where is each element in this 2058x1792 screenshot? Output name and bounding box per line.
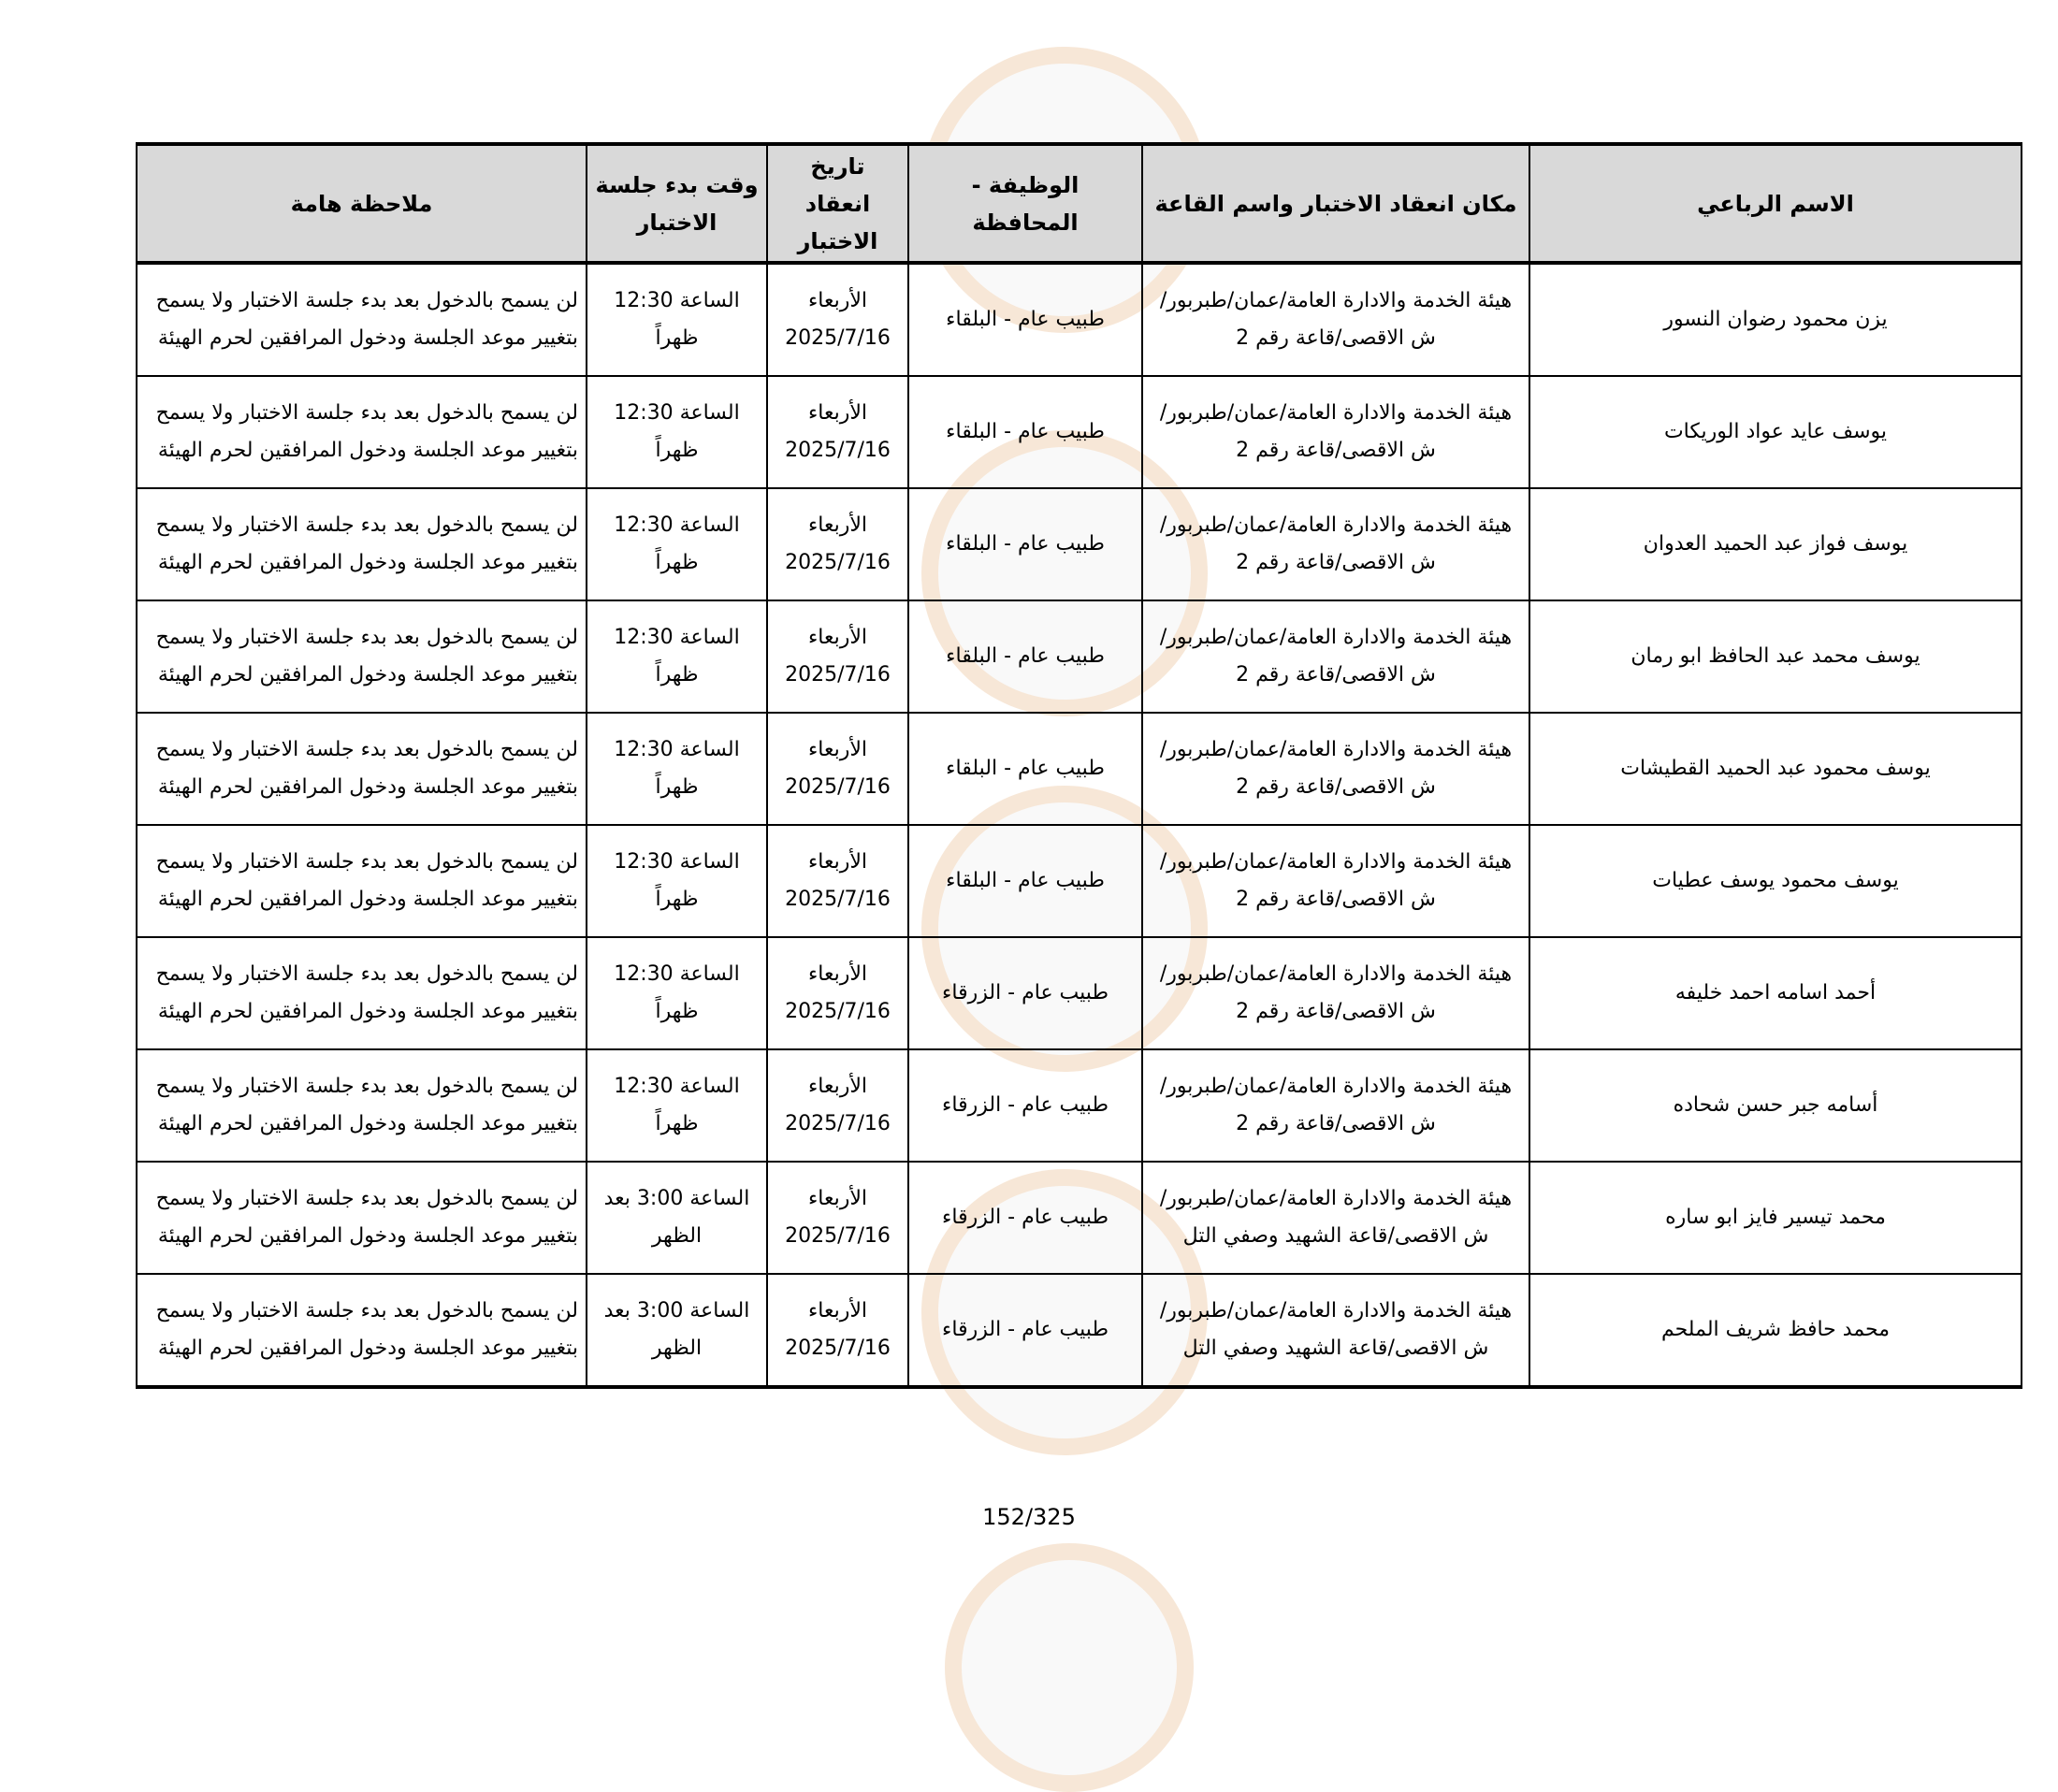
cell-time: الساعة 12:30 ظهراً <box>587 937 767 1049</box>
cell-name: يوسف محمود يوسف عطيات <box>1529 825 2022 937</box>
cell-name: يوسف فواز عبد الحميد العدوان <box>1529 488 2022 600</box>
header-date: تاريخ انعقاد الاختبار <box>767 144 908 263</box>
cell-job: طبيب عام - البلقاء <box>908 600 1142 713</box>
header-job: الوظيفة - المحافظة <box>908 144 1142 263</box>
cell-job: طبيب عام - الزرقاء <box>908 1049 1142 1162</box>
cell-place: هيئة الخدمة والادارة العامة/عمان/طبربور/ش الاقصى/قاعة رقم 2 <box>1142 263 1529 376</box>
cell-place: هيئة الخدمة والادارة العامة/عمان/طبربور/ش الاقصى/قاعة رقم 2 <box>1142 937 1529 1049</box>
cell-place: هيئة الخدمة والادارة العامة/عمان/طبربور/ش الاقصى/قاعة رقم 2 <box>1142 488 1529 600</box>
table-row <box>137 488 2022 600</box>
cell-time: الساعة 12:30 ظهراً <box>587 600 767 713</box>
cell-name: محمد تيسير فايز ابو ساره <box>1529 1162 2022 1274</box>
cell-note: لن يسمح بالدخول بعد بدء جلسة الاختبار ولا يسمح بتغيير موعد الجلسة ودخول المرافقين لحرم الهيئة <box>137 825 587 937</box>
header-note: ملاحظة هامة <box>137 144 587 263</box>
cell-date: الأربعاء 2025/7/16 <box>767 937 908 1049</box>
cell-place: هيئة الخدمة والادارة العامة/عمان/طبربور/ش الاقصى/قاعة رقم 2 <box>1142 713 1529 825</box>
table-row <box>137 1274 2022 1387</box>
cell-date: الأربعاء 2025/7/16 <box>767 825 908 937</box>
cell-place: هيئة الخدمة والادارة العامة/عمان/طبربور/ش الاقصى/قاعة رقم 2 <box>1142 600 1529 713</box>
cell-time: الساعة 12:30 ظهراً <box>587 488 767 600</box>
cell-date: الأربعاء 2025/7/16 <box>767 713 908 825</box>
cell-name: محمد حافظ شريف الملحم <box>1529 1274 2022 1387</box>
exam-schedule-table <box>136 142 2022 1389</box>
cell-time: الساعة 12:30 ظهراً <box>587 263 767 376</box>
cell-time: الساعة 12:30 ظهراً <box>587 825 767 937</box>
page-number: 152/325 <box>982 1504 1076 1530</box>
cell-note: لن يسمح بالدخول بعد بدء جلسة الاختبار ولا يسمح بتغيير موعد الجلسة ودخول المرافقين لحرم الهيئة <box>137 937 587 1049</box>
cell-time: الساعة 12:30 ظهراً <box>587 1049 767 1162</box>
cell-date: الأربعاء 2025/7/16 <box>767 488 908 600</box>
table-row <box>137 376 2022 488</box>
cell-time: الساعة 3:00 بعد الظهر <box>587 1274 767 1387</box>
cell-job: طبيب عام - البلقاء <box>908 263 1142 376</box>
table-row <box>137 1049 2022 1162</box>
cell-note: لن يسمح بالدخول بعد بدء جلسة الاختبار ولا يسمح بتغيير موعد الجلسة ودخول المرافقين لحرم الهيئة <box>137 1049 587 1162</box>
cell-time: الساعة 3:00 بعد الظهر <box>587 1162 767 1274</box>
cell-place: هيئة الخدمة والادارة العامة/عمان/طبربور/ش الاقصى/قاعة رقم 2 <box>1142 825 1529 937</box>
table-row <box>137 937 2022 1049</box>
table-row <box>137 713 2022 825</box>
cell-job: طبيب عام - البلقاء <box>908 713 1142 825</box>
cell-place: هيئة الخدمة والادارة العامة/عمان/طبربور/ش الاقصى/قاعة رقم 2 <box>1142 376 1529 488</box>
header-time: وقت بدء جلسة الاختبار <box>587 144 767 263</box>
table-row <box>137 825 2022 937</box>
cell-time: الساعة 12:30 ظهراً <box>587 376 767 488</box>
cell-place: هيئة الخدمة والادارة العامة/عمان/طبربور/ش الاقصى/قاعة الشهيد وصفي التل <box>1142 1162 1529 1274</box>
cell-date: الأربعاء 2025/7/16 <box>767 263 908 376</box>
cell-name: يوسف محمد عبد الحافظ ابو رمان <box>1529 600 2022 713</box>
cell-date: الأربعاء 2025/7/16 <box>767 376 908 488</box>
cell-job: طبيب عام - الزرقاء <box>908 1162 1142 1274</box>
cell-name: أحمد اسامه احمد خليفه <box>1529 937 2022 1049</box>
cell-date: الأربعاء 2025/7/16 <box>767 1049 908 1162</box>
cell-name: يوسف محمود عبد الحميد القطيشات <box>1529 713 2022 825</box>
cell-place: هيئة الخدمة والادارة العامة/عمان/طبربور/ش الاقصى/قاعة الشهيد وصفي التل <box>1142 1274 1529 1387</box>
table-header <box>137 144 2022 263</box>
cell-note: لن يسمح بالدخول بعد بدء جلسة الاختبار ولا يسمح بتغيير موعد الجلسة ودخول المرافقين لحرم الهيئة <box>137 376 587 488</box>
table-row <box>137 1162 2022 1274</box>
cell-job: طبيب عام - الزرقاء <box>908 937 1142 1049</box>
header-name: الاسم الرباعي <box>1529 144 2022 263</box>
cell-time: الساعة 12:30 ظهراً <box>587 713 767 825</box>
cell-job: طبيب عام - البلقاء <box>908 825 1142 937</box>
cell-date: الأربعاء 2025/7/16 <box>767 1274 908 1387</box>
cell-note: لن يسمح بالدخول بعد بدء جلسة الاختبار ولا يسمح بتغيير موعد الجلسة ودخول المرافقين لحرم الهيئة <box>137 488 587 600</box>
cell-job: طبيب عام - البلقاء <box>908 376 1142 488</box>
table-row <box>137 600 2022 713</box>
table-row <box>137 263 2022 376</box>
cell-note: لن يسمح بالدخول بعد بدء جلسة الاختبار ولا يسمح بتغيير موعد الجلسة ودخول المرافقين لحرم الهيئة <box>137 1162 587 1274</box>
cell-note: لن يسمح بالدخول بعد بدء جلسة الاختبار ولا يسمح بتغيير موعد الجلسة ودخول المرافقين لحرم الهيئة <box>137 600 587 713</box>
cell-place: هيئة الخدمة والادارة العامة/عمان/طبربور/ش الاقصى/قاعة رقم 2 <box>1142 1049 1529 1162</box>
cell-name: يزن محمود رضوان النسور <box>1529 263 2022 376</box>
cell-name: يوسف عايد عواد الوريكات <box>1529 376 2022 488</box>
cell-date: الأربعاء 2025/7/16 <box>767 1162 908 1274</box>
cell-name: أسامه جبر حسن شحاده <box>1529 1049 2022 1162</box>
cell-note: لن يسمح بالدخول بعد بدء جلسة الاختبار ولا يسمح بتغيير موعد الجلسة ودخول المرافقين لحرم الهيئة <box>137 1274 587 1387</box>
cell-date: الأربعاء 2025/7/16 <box>767 600 908 713</box>
cell-note: لن يسمح بالدخول بعد بدء جلسة الاختبار ولا يسمح بتغيير موعد الجلسة ودخول المرافقين لحرم الهيئة <box>137 713 587 825</box>
cell-job: طبيب عام - الزرقاء <box>908 1274 1142 1387</box>
cell-job: طبيب عام - البلقاء <box>908 488 1142 600</box>
cell-note: لن يسمح بالدخول بعد بدء جلسة الاختبار ولا يسمح بتغيير موعد الجلسة ودخول المرافقين لحرم الهيئة <box>137 263 587 376</box>
header-place: مكان انعقاد الاختبار واسم القاعة <box>1142 144 1529 263</box>
watermark-clock <box>945 1543 1194 1792</box>
